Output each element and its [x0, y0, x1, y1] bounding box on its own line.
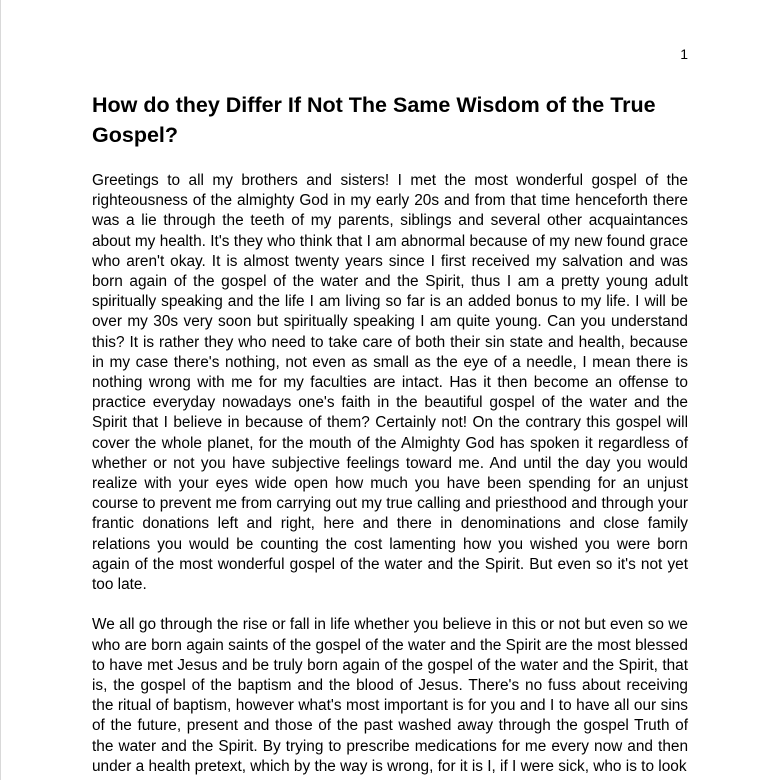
body-paragraph: Greetings to all my brothers and sisters! I met the most wonderful gospel of the righteousness of the almighty God in my early 20s and from that time henceforth there was a lie through the teeth of my parents, siblings and several other acquaintances about my health. It's they who think that I am abnormal because of my new found grace who aren't okay. It is almost twenty years since I first received my salvation and was born again of the gospel of the water and the Spirit, thus I am a pretty young adult spiritually speaking and the life I am living so far is an added bonus to my life. I will be over my 30s very soon but spiritually speaking I am quite young. Can you understand this? It is rather they who need to take care of both their sin state and health, because in my case there's nothing, not even as small as the eye of a needle, I mean there is nothing wrong with me for my faculties are intact. Has it then become an offense to practice everyday nowadays one's faith in the beautiful gospel of the water and the Spirit that I believe in because of them? Certainly not! On the contrary this gospel will cover the whole planet, for the mouth of the Almighty God has spoken it regardless of whether or not you have subjective feelings toward me. And until the day you would realize with your eyes wide open how much you have been spending for an unjust course to prevent me from carrying out my true calling and priesthood and through your frantic donations left and right, here and there in denominations and close family relations you would be counting the cost lamenting how you wished you were born again of the most wonderful gospel of the water and the Spirit. But even so it's not yet too late. — [92, 172, 688, 594]
page-edge-divider — [0, 0, 1, 780]
document-title: How do they Differ If Not The Same Wisdom of the True Gospel? — [92, 93, 656, 147]
body-paragraph: We all go through the rise or fall in life whether you believe in this or not but even so we who are born again saints of the gospel of the water and the Spirit are the most blessed to have met Jesus and be truly born again of the gospel of the water and the Spirit, that is, the gospel of the baptism and the blood of Jesus. There's no fuss about receiving the ritual of baptism, however what's most important is for you and I to have all our sins of the future, present and those of the past washed away through the gospel Truth of the water and the Spirit. By trying to prescribe medications for me every now and then under a health pretext, which by the way is wrong, for it is I, if I were sick, who is to look — [92, 616, 688, 775]
document-body — [92, 171, 688, 780]
page-number: 1 — [680, 46, 688, 62]
